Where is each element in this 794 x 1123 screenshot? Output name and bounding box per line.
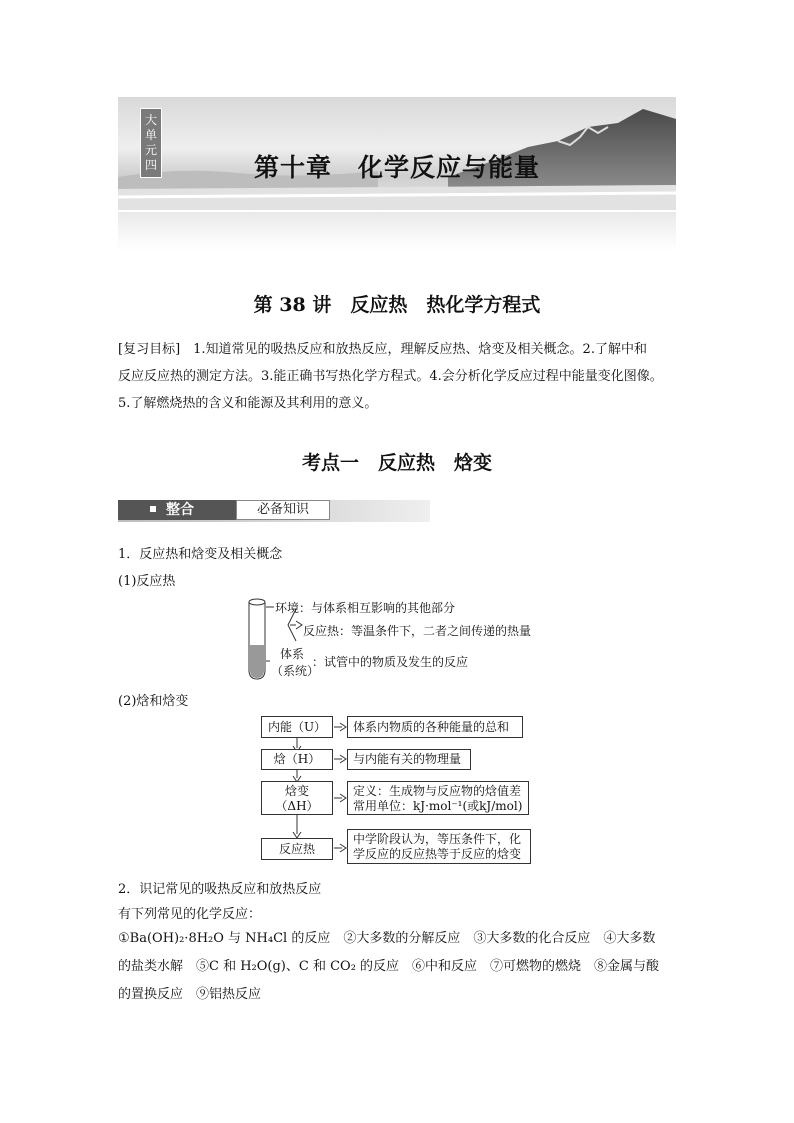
reaction-heat-desc-line: 学反应的反应热等于反应的焓变 [353,847,522,861]
environment-label: 环境：与体系相互影响的其他部分 [275,601,456,615]
review-goals-line: [复习目标] 1.知道常见的吸热反应和放热反应，理解反应热、焓变及相关概念。2.了解中和 [118,342,647,357]
reaction-heat-label: 反应热：等温条件下，二者之间传递的热量 [303,624,532,638]
banner-reflection [118,212,676,252]
square-icon [150,506,156,512]
unit-tag-char: 四 [144,158,157,172]
review-goals-line: 5.了解燃烧热的含义和能源及其利用的意义。 [118,396,378,411]
reactions-line: 的置换反应 ⑨铝热反应 [118,987,262,1002]
chapter-title: 第十章 化学反应与能量 [253,153,540,182]
enthalpy-change-definition: 定义：生成物与反应物的焓值差 [353,784,522,798]
enthalpy-change-line: 焓变 [284,784,309,798]
lecture-title: 第 38 讲 反应热 热化学方程式 [253,294,541,316]
unit-tag-char: 单 [144,128,157,142]
section-bar-label [118,500,236,520]
reaction-heat-box: 反应热 [261,838,333,860]
enthalpy-box: 焓（H） [261,749,333,770]
section-bar-label-text: 整合 [166,502,194,518]
internal-energy-desc-box: 体系内物质的各种能量的总和 [347,716,523,738]
reactions-line: ①Ba(OH)₂·8H₂O 与 NH₄Cl 的反应 ②大多数的分解反应 ③大多数的化合反应 ④大多数 [118,931,656,946]
unit-tag-char: 元 [144,143,157,157]
section-title: 考点一 反应热 焓变 [301,452,492,474]
internal-energy-box: 内能（U） [261,716,333,738]
intro-2: 有下列常见的化学反应： [118,907,262,922]
heading-1: 1．反应热和焓变及相关概念 [118,547,283,562]
enthalpy-change-box [261,781,333,815]
subheading-2: (2)焓和焓变 [118,694,189,709]
system-label: 体系 [280,647,305,661]
unit-tag-char: 大 [144,113,157,127]
subheading-1: (1)反应热 [118,574,176,589]
enthalpy-change-unit: 常用单位：kJ·mol⁻¹(或kJ/mol) [353,799,523,813]
reactions-line: 的盐类水解 ⑤C 和 H₂O(g)、C 和 CO₂ 的反应 ⑥中和反应 ⑦可燃物的燃烧 ⑧金属与酸 [118,959,660,974]
enthalpy-change-line: （ΔH） [275,799,319,813]
system-alt-label: （系统） [271,664,320,678]
enthalpy-desc-box: 与内能有关的物理量 [347,749,471,770]
heading-2: 2．识记常见的吸热反应和放热反应 [118,882,322,897]
reaction-heat-desc-box [347,829,531,864]
section-bar-sublabel: 必备知识 [236,500,330,520]
reaction-heat-desc-line: 中学阶段认为，等压条件下，化 [353,832,522,846]
review-goals-line: 反应反应热的测定方法。3.能正确书写热化学方程式。4.会分析化学反应过程中能量变化图像。 [118,369,663,384]
enthalpy-change-desc-box [347,781,529,815]
system-desc-label: ：试管中的物质及发生的反应 [312,655,469,669]
